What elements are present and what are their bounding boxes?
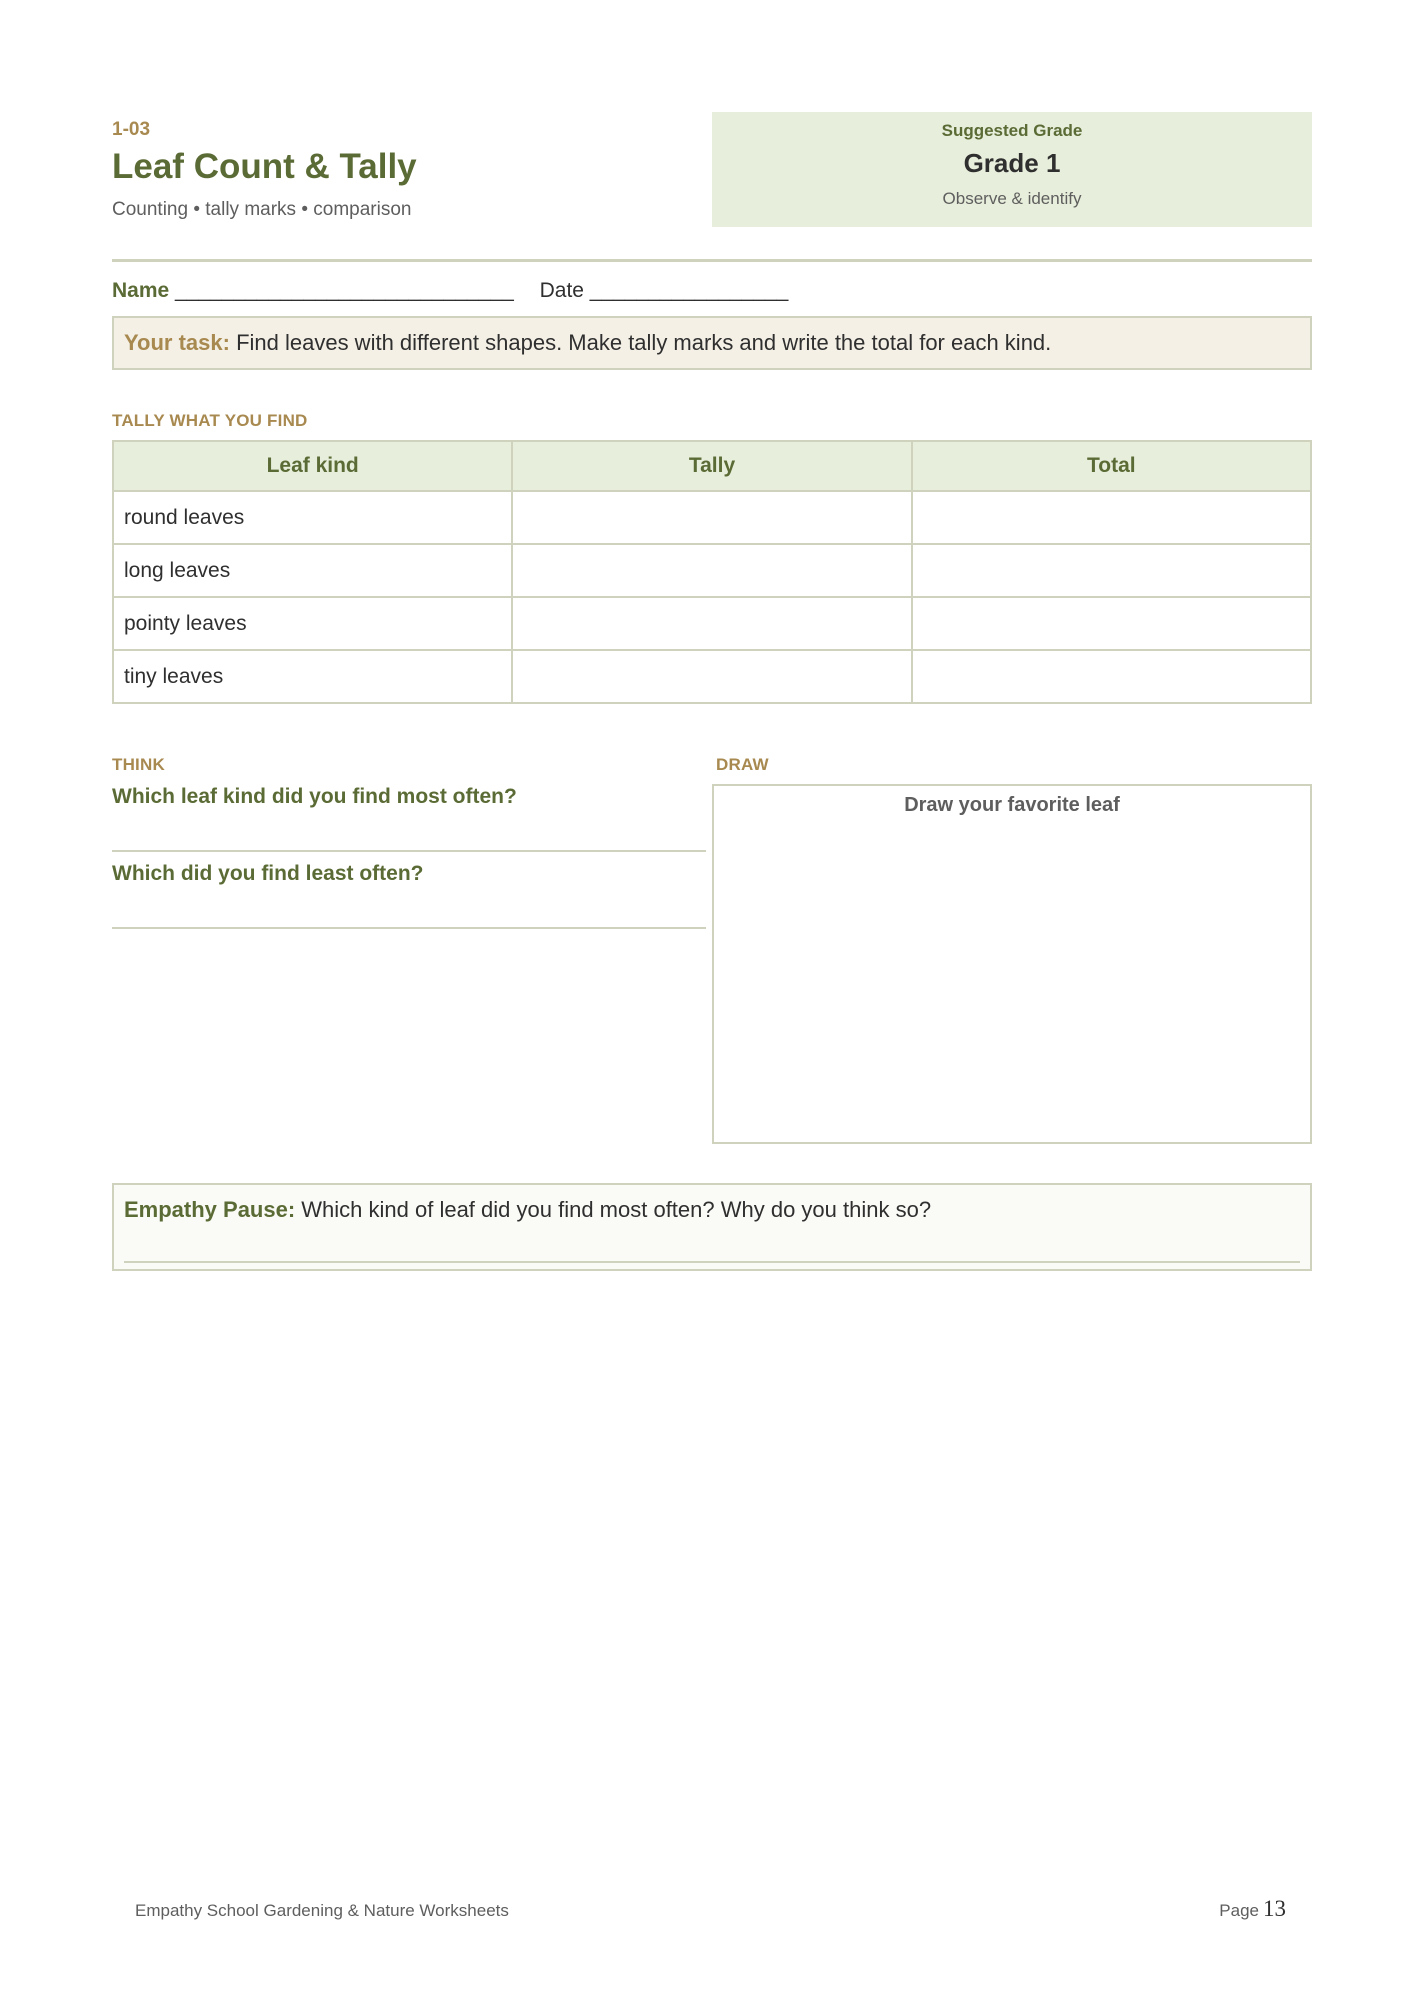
date-label: Date: [539, 279, 584, 302]
task-description: Find leaves with different shapes. Make tally marks and write the total for each kind.: [229, 330, 1052, 355]
think-section-label: THINK: [112, 755, 165, 774]
page-number-area: [1219, 1896, 1286, 1925]
page-label: Page: [1219, 1901, 1259, 1920]
drawing-caption: Draw your favorite leaf: [904, 794, 1120, 816]
grade-label: Suggested Grade: [941, 121, 1083, 140]
drawing-area[interactable]: [712, 784, 1312, 1144]
grade-box: [712, 112, 1312, 227]
grade-value: Grade 1: [963, 148, 1061, 178]
empathy-label: Empathy Pause:: [124, 1197, 296, 1222]
tally-cell[interactable]: [512, 491, 911, 544]
tally-section-label: TALLY WHAT YOU FIND: [112, 411, 308, 430]
leaf-kind-cell: long leaves: [113, 544, 512, 597]
empathy-question: Which kind of leaf did you find most often? Why do you think so?: [295, 1197, 932, 1222]
empathy-pause-box: [112, 1183, 1312, 1271]
page-subtitle: Counting • tally marks • comparison: [112, 199, 412, 220]
date-field[interactable]: _________________: [589, 279, 789, 302]
name-field[interactable]: _____________________________: [175, 279, 514, 302]
name-date-row: [112, 278, 788, 304]
table-row: [113, 597, 1311, 650]
page-number: 13: [1263, 1896, 1286, 1921]
column-header-tally: Tally: [512, 441, 911, 491]
empathy-text: [124, 1197, 931, 1223]
footer-series-title: Empathy School Gardening & Nature Worksheets: [135, 1901, 509, 1920]
draw-section-label: DRAW: [716, 755, 769, 774]
total-cell[interactable]: [912, 650, 1311, 703]
empathy-answer-line[interactable]: [124, 1261, 1300, 1263]
answer-line-least[interactable]: [112, 927, 706, 929]
leaf-kind-cell: round leaves: [113, 491, 512, 544]
tally-cell[interactable]: [512, 650, 911, 703]
total-cell[interactable]: [912, 491, 1311, 544]
total-cell[interactable]: [912, 544, 1311, 597]
grade-note: Observe & identify: [942, 189, 1082, 208]
column-header-total: Total: [912, 441, 1311, 491]
table-row: [113, 650, 1311, 703]
task-box: [112, 316, 1312, 370]
header: [112, 118, 692, 222]
column-header-leaf-kind: Leaf kind: [113, 441, 512, 491]
table-row: [113, 491, 1311, 544]
table-header-row: [113, 441, 1311, 491]
tally-cell[interactable]: [512, 544, 911, 597]
tally-table: [112, 440, 1312, 704]
table-row: [113, 544, 1311, 597]
total-cell[interactable]: [912, 597, 1311, 650]
page-title: Leaf Count & Tally: [112, 147, 417, 186]
worksheet-code: 1-03: [112, 119, 151, 140]
task-text: [124, 330, 1051, 356]
think-question-least: Which did you find least often?: [112, 862, 424, 885]
task-label: Your task:: [124, 330, 230, 355]
name-label: Name: [112, 279, 170, 302]
leaf-kind-cell: tiny leaves: [113, 650, 512, 703]
header-divider: [112, 259, 1312, 262]
tally-cell[interactable]: [512, 597, 911, 650]
think-question-most: Which leaf kind did you find most often?: [112, 785, 517, 808]
leaf-kind-cell: pointy leaves: [113, 597, 512, 650]
answer-line-most[interactable]: [112, 850, 706, 852]
